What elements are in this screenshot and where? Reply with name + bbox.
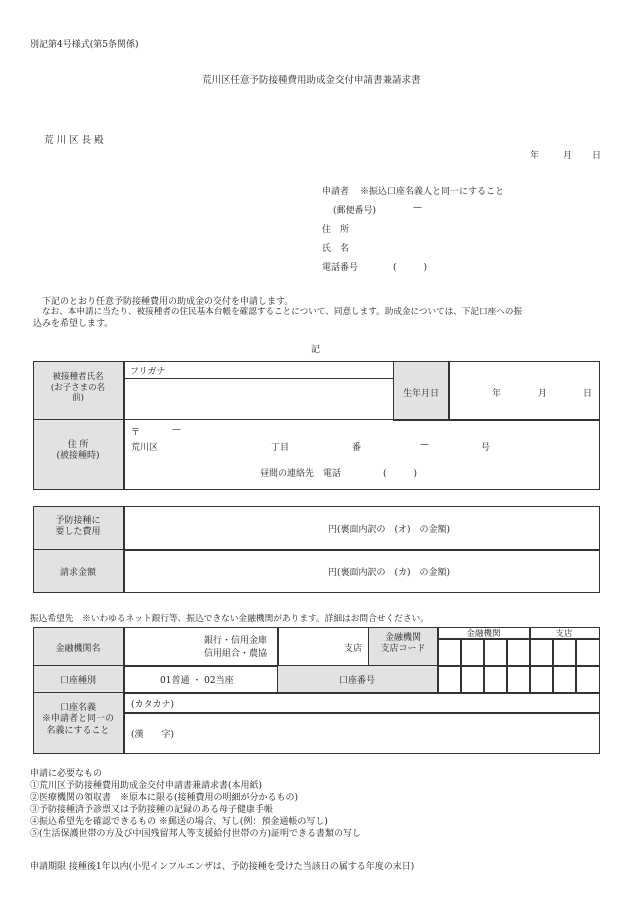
account-digit[interactable] [437, 665, 462, 694]
code-digit[interactable] [575, 638, 600, 667]
branch-label: 支店 [344, 644, 363, 654]
account-type-label: 口座種別 [59, 676, 96, 686]
intro-line-1: 下記のとおり任意予防接種費用の助成金の交付を申請します。 [42, 297, 294, 307]
addressee: 荒 川 区 長 殿 [44, 135, 104, 146]
account-digit[interactable] [529, 665, 554, 694]
furigana-label: フリガナ [130, 367, 166, 377]
account-digit[interactable] [575, 665, 600, 694]
holder-label: 口座名義 ※申請者と同一の 名義にすること [41, 703, 114, 736]
account-number-label: 口座番号 [338, 676, 375, 686]
day-contact-paren: ( ) [383, 469, 418, 479]
holder-kanji-field[interactable] [123, 712, 600, 754]
claim-value: 円(裏面内訳の (カ) の金額) [328, 568, 451, 578]
code-digit[interactable] [483, 638, 508, 667]
required-item: ②医療機関の領収書 ※原本に限る(接種費用の明細が分かるもの) [30, 793, 299, 803]
account-digit[interactable] [483, 665, 508, 694]
claim-label: 請求金額 [59, 568, 96, 578]
cost-value: 円(裏面内訳の (オ) の金額) [328, 525, 451, 535]
application-deadline: 申請期限 接種後1年以内(小児インフルエンザは、予防接種を受けた当該日の属する年度の末日) [30, 862, 415, 872]
required-heading: 申請に必要なもの [30, 769, 103, 779]
code-label: 金融機関 支店コード [380, 633, 426, 655]
date-day: 日 [592, 151, 602, 161]
name-label: 氏 名 [322, 244, 350, 254]
patient-address-label: 住 所 (被接種時) [56, 440, 100, 462]
holder-kana-label: (カタカナ) [131, 700, 175, 710]
required-item: ③予防接種済予診票又は予防接種の記録のある母子健康手帳 [30, 805, 274, 815]
code-branch-label: 支店 [555, 629, 573, 639]
institution-label: 金融機関名 [55, 644, 101, 654]
chome-label: 丁目 [271, 443, 290, 453]
account-digit[interactable] [552, 665, 577, 694]
dob-label: 生年月日 [402, 389, 439, 399]
form-number: 別記第4号様式(第5条関係) [30, 40, 139, 50]
account-type-value: 01普通 ・ 02当座 [160, 676, 234, 686]
cost-label: 予防接種に 要した費用 [55, 516, 101, 538]
code-digit[interactable] [529, 638, 554, 667]
postal-dash: — [172, 425, 181, 435]
intro-line-3: 込みを希望します。 [33, 319, 114, 329]
dob-field[interactable] [448, 361, 600, 421]
required-item: ⑤(生活保護世帯の方及び中国残留邦人等支援給付世帯の方)証明できる書類の写し [30, 829, 362, 839]
postal-mark: 〒 [131, 428, 141, 438]
patient-name-field[interactable] [123, 378, 395, 420]
holder-kana-field[interactable] [123, 692, 600, 714]
code-inst-label: 金融機関 [466, 629, 501, 639]
page-title: 荒川区任意予防接種費用助成金交付申請書兼請求書 [202, 75, 421, 86]
account-digit[interactable] [506, 665, 531, 694]
phone-paren: ( ) [393, 263, 428, 273]
code-digit[interactable] [552, 638, 577, 667]
dob-day: 日 [583, 389, 593, 399]
patient-name-label: 被接種者氏名 (お子さまの名 前) [50, 372, 106, 404]
bank-heading: 振込希望先 ※いわゆるネット銀行等、振込できない金融機関があります。詳細はお問合せください。 [30, 614, 429, 624]
account-digit[interactable] [460, 665, 485, 694]
address-label: 住 所 [322, 225, 350, 235]
institution-types-1: 銀行・信用金庫 [204, 636, 268, 646]
code-digit[interactable] [437, 638, 462, 667]
required-item: ④振込希望先を確認できるもの ※郵送の場合、写し(例：預金通帳の写し) [30, 817, 328, 827]
code-digit[interactable] [506, 638, 531, 667]
phone-label: 電話番号 [322, 263, 359, 273]
date-year: 年 [530, 151, 540, 161]
required-item: ①荒川区予防接種費用助成金交付申請書兼請求書(本用紙) [30, 781, 263, 791]
go-label: 号 [481, 443, 491, 453]
postal-code-dash: — [413, 203, 422, 213]
patient-address-field[interactable] [123, 419, 600, 490]
ki-heading: 記 [311, 345, 321, 355]
applicant-label: 申請者 [322, 187, 350, 197]
code-digit[interactable] [460, 638, 485, 667]
day-contact-label: 昼間の連絡先 電話 [260, 469, 342, 479]
date-month: 月 [563, 151, 573, 161]
ward-name: 荒川区 [131, 443, 159, 453]
ban-label: 番 [352, 443, 362, 453]
dob-year: 年 [492, 389, 502, 399]
applicant-note: ※振込口座名義人と同一にすること [360, 187, 505, 197]
holder-kanji-label: (漢 字) [131, 730, 175, 740]
intro-line-2: なお、本申請に当たり、被接種者の住民基本台帳を確認することについて、同意します。助成金については、下記口座への振 [42, 307, 523, 317]
ban-dash: — [420, 440, 429, 450]
institution-types-2: 信用組合・農協 [204, 649, 268, 659]
dob-month: 月 [538, 389, 548, 399]
postal-code-label: (郵便番号) [333, 206, 377, 216]
